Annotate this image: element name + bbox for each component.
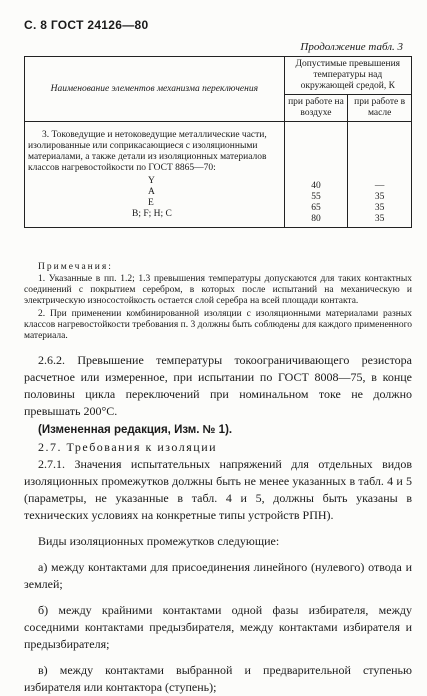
- main-text: [24, 352, 412, 696]
- air-value: 65: [311, 203, 321, 213]
- air-value: 40: [311, 181, 321, 191]
- column-header-oil: при работе в масле: [348, 95, 412, 122]
- temperature-table: [24, 56, 412, 228]
- oil-value: —: [374, 181, 385, 191]
- oil-value: 35: [374, 203, 385, 213]
- note-2: 2. При применении комбинированной изоляции с изоляционными материалами разных классов нагревостойкости требования п. 3 должны быть соблюдены для каждого примененного материала.: [24, 309, 412, 341]
- oil-value: 35: [374, 214, 385, 224]
- material-class: B; F; H; C: [132, 208, 172, 219]
- list-item-a: а) между контактами для присоединения линейного (нулевого) отвода и землей;: [24, 560, 412, 591]
- item-text: 3. Токоведущие и нетоковедущие металлические части, изолированные или соприкасающиеся с изоляционными материалами, а также детали из изоляционных материалов классов нагревостойкости по ГОСТ 8865—70:: [28, 129, 267, 173]
- paragraph-kinds: Виды изоляционных промежутков следующие:: [38, 534, 280, 548]
- table-continuation: Продолжение табл. 3: [300, 41, 403, 53]
- table-cell-name: [25, 122, 285, 228]
- material-class: E: [148, 197, 154, 208]
- material-list: [28, 176, 281, 220]
- list-item-b: б) между крайними контактами одной фазы избирателя, между соседними контактами предызбирателя, между контактами избирателя и предызбирателя;: [24, 603, 412, 651]
- list-item-v: в) между контактами выбранной и предварительной ступенью избирателя или контактора (ступень);: [24, 663, 412, 694]
- table-cell-air: [284, 122, 348, 228]
- air-value: 55: [311, 192, 321, 202]
- column-group-header: Допустимые превышения температуры над окружающей средой, К: [284, 57, 411, 95]
- note-1: 1. Указанные в пп. 1.2; 1.3 превышения температуры допускаются для таких контактных соединений с покрытием серебром, в которых после испытаний на механическую и электрическую износостойкость остается слой серебра на всей площади контакта.: [24, 274, 412, 306]
- page-header: С. 8 ГОСТ 24126—80: [24, 18, 149, 32]
- section-heading-2-7: 2.7. Требования к изоляции: [38, 440, 218, 454]
- table-notes: [24, 262, 412, 342]
- table-row: [25, 122, 412, 228]
- amendment-note: (Измененная редакция, Изм. № 1).: [38, 424, 233, 436]
- paragraph-2-7-1: 2.7.1. Значения испытательных напряжений для отдельных видов изоляционных промежутков должны быть не менее указанных в табл. 4 и 5 (параметры, не указанные в табл. 4 и 5, должны быть указаны в технических условиях на конкретные типы устройств РПН).: [24, 457, 412, 522]
- oil-value: 35: [374, 192, 385, 202]
- table-cell-oil: [348, 122, 412, 228]
- column-header-name: Наименование элементов механизма переключения: [25, 57, 285, 122]
- air-value: 80: [311, 214, 321, 224]
- paragraph-2-6-2: 2.6.2. Превышение температуры токоограничивающего резистора расчетное или измеренное, при испытании по ГОСТ 8008—75, в конце половины цикла переключений при номинальном токе не должно превышать 200°С.: [24, 353, 412, 418]
- material-class: Y: [148, 175, 155, 186]
- material-class: A: [148, 186, 155, 197]
- column-header-air: при работе на воздухе: [284, 95, 348, 122]
- table-header-row: [25, 57, 412, 95]
- notes-title: Примечания:: [38, 262, 113, 272]
